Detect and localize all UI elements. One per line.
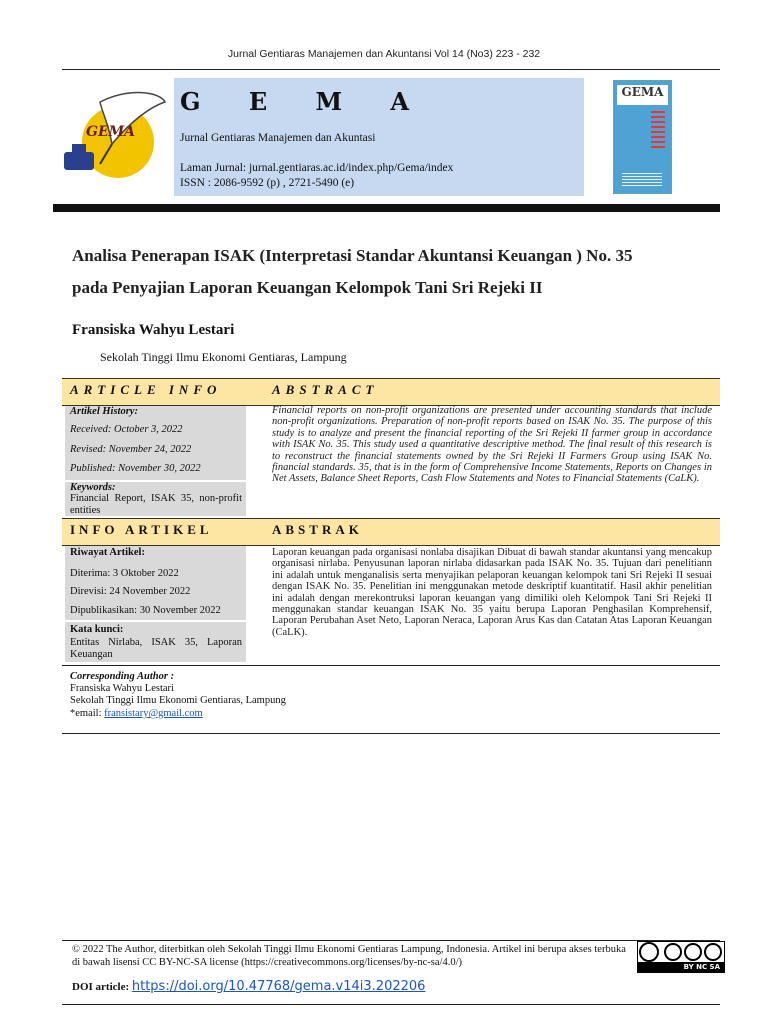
keywords-label: Keywords:	[70, 482, 116, 493]
kata-kunci-box	[65, 622, 246, 662]
received-date: Received: October 3, 2022	[70, 424, 183, 435]
header-rule	[62, 69, 720, 70]
email-label: *email:	[70, 708, 105, 719]
header-bar	[53, 204, 720, 212]
riwayat-box	[65, 546, 246, 620]
journal-name: G E M A	[180, 87, 430, 116]
article-title-line-1: Analisa Penerapan ISAK (Interpretasi Standar Akuntansi Keuangan ) No. 35	[72, 246, 633, 265]
history-box	[65, 406, 246, 480]
running-header: Jurnal Gentiaras Manajemen dan Akuntansi Vol 14 (No3) 223 - 232	[227, 48, 541, 60]
abstract-heading: ABSTRACT	[272, 382, 379, 397]
doi-link[interactable]: https://doi.org/10.47768/gema.v14i3.202206	[131, 979, 426, 994]
keywords-box	[65, 482, 246, 516]
kata-kunci-text: Entitas Nirlaba, ISAK 35, Laporan Keuangan	[70, 637, 242, 660]
keywords-text: Financial Report, ISAK 35, non-profit entities	[70, 493, 242, 516]
footer-top-rule	[62, 940, 720, 941]
email-link[interactable]: fransistary@gmail.com	[104, 708, 203, 719]
diterima-date: Diterima: 3 Oktober 2022	[70, 568, 179, 579]
kata-kunci-label: Kata kunci:	[70, 624, 124, 635]
abstrak-heading: ABSTRAK	[272, 522, 363, 537]
author-affiliation: Sekolah Tinggi Ilmu Ekonomi Gentiaras, Lampung	[100, 350, 347, 364]
cc-badge-label: BY NC SA	[638, 962, 724, 972]
abstrak-id-text: Laporan keuangan pada organisasi nonlaba disajikan Dibuat di bawah standar akuntansi yang mencakup organisasi nirlaba. Penyusunan laporan nirlaba didasarkan pada ISAK No. 35. Tujuan dari penelitiann ini adalah untuk menganalisis serta menyajikan pelaporan keuangan kelompok tani Sri Rejeki II sesuai dengan ISAK No. 35. Penelitian ini menggunakan metode deskriptif kuantitatif. Hasil akhir penelitian ini adalah dengan merekontruksi laporan keuangan yang dimiliki oleh Kelompok Tani Sri Rejeki II menggunakan standar keuangan ISAK No. 35 yaitu berupa Laporan Penghasilan Komprehensif, Laporan Perubahan Aset Neto, Laporan Neraca, Laporan Arus Kas dan Catatan Atas Laporan Keuangan (CaLK).	[272, 547, 712, 638]
footer-bottom-rule	[62, 1004, 720, 1005]
info-abstrak-heading-row	[62, 518, 720, 546]
author-name: Fransiska Wahyu Lestari	[72, 322, 235, 338]
journal-logo	[60, 82, 172, 194]
article-title-line-2: pada Penyajian Laporan Keuangan Kelompok Tani Sri Rejeki II	[72, 278, 543, 297]
logo-text: GEMA	[86, 124, 135, 140]
info-abstract-heading-row	[62, 378, 720, 406]
info-artikel-heading: INFO ARTIKEL	[70, 522, 213, 537]
journal-cover-image	[613, 80, 672, 194]
journal-url: Laman Jurnal: jurnal.gentiaras.ac.id/index.php/Gema/index	[180, 162, 454, 174]
riwayat-label: Riwayat Artikel:	[70, 547, 145, 558]
license-text: © 2022 The Author, diterbitkan oleh Sekolah Tinggi Ilmu Ekonomi Gentiaras Lampung, Indonesia. Artikel ini berupa akses terbuka di bawah lisensi CC BY-NC-SA license (https://creativecommons.org/licenses/by-nc-sa/4.0/)	[72, 944, 626, 968]
published-date: Published: November 30, 2022	[70, 463, 201, 474]
cover-title: GEMA	[617, 85, 668, 105]
direvisi-date: Direvisi: 24 November 2022	[70, 586, 191, 597]
doi-row	[72, 979, 425, 994]
cover-decoration	[651, 111, 665, 151]
abstract-bottom-rule	[62, 665, 720, 666]
article-info-heading: ARTICLE INFO	[70, 382, 222, 397]
article-title	[72, 240, 712, 304]
corresponding-email-row	[70, 708, 203, 720]
corresponding-label: Corresponding Author :	[70, 671, 175, 682]
corresponding-bottom-rule	[62, 733, 720, 734]
corresponding-institution: Sekolah Tinggi Ilmu Ekonomi Gentiaras, Lampung	[70, 695, 286, 706]
abstract-en-text: Financial reports on non-profit organizations are presented under accounting standards that include non-profit organizations. Preparation of non-profit reports based on ISAK No. 35. The purpose of this study is to analyze and present the financial reporting of the Sri Rejeki II farmer group in accordance with ISAK No. 35. This study used a quantitative descriptive method. The final result of this research is to reconstruct the financial statements owned by the Sri Rejeki II Farmers Group using ISAK No. financial standards. 35, that is in the form of Comprehensive Income Statements, Reports on Changes in Net Assets, Balance Sheet Reports, Cash Flow Statements and Notes to Financial Statements (CaLK).	[272, 405, 712, 485]
corresponding-name: Fransiska Wahyu Lestari	[70, 683, 174, 694]
history-label: Artikel History:	[70, 406, 138, 417]
cover-footer-lines	[622, 173, 662, 187]
revised-date: Revised: November 24, 2022	[70, 444, 192, 455]
journal-issn: ISSN : 2086-9592 (p) , 2721-5490 (e)	[180, 177, 355, 189]
doi-label: DOI article:	[72, 981, 132, 993]
dipublikasikan-date: Dipublikasikan: 30 November 2022	[70, 605, 221, 616]
journal-subtitle: Jurnal Gentiaras Manajemen dan Akuntasi	[180, 132, 376, 144]
cc-license-badge[interactable]	[637, 941, 725, 973]
